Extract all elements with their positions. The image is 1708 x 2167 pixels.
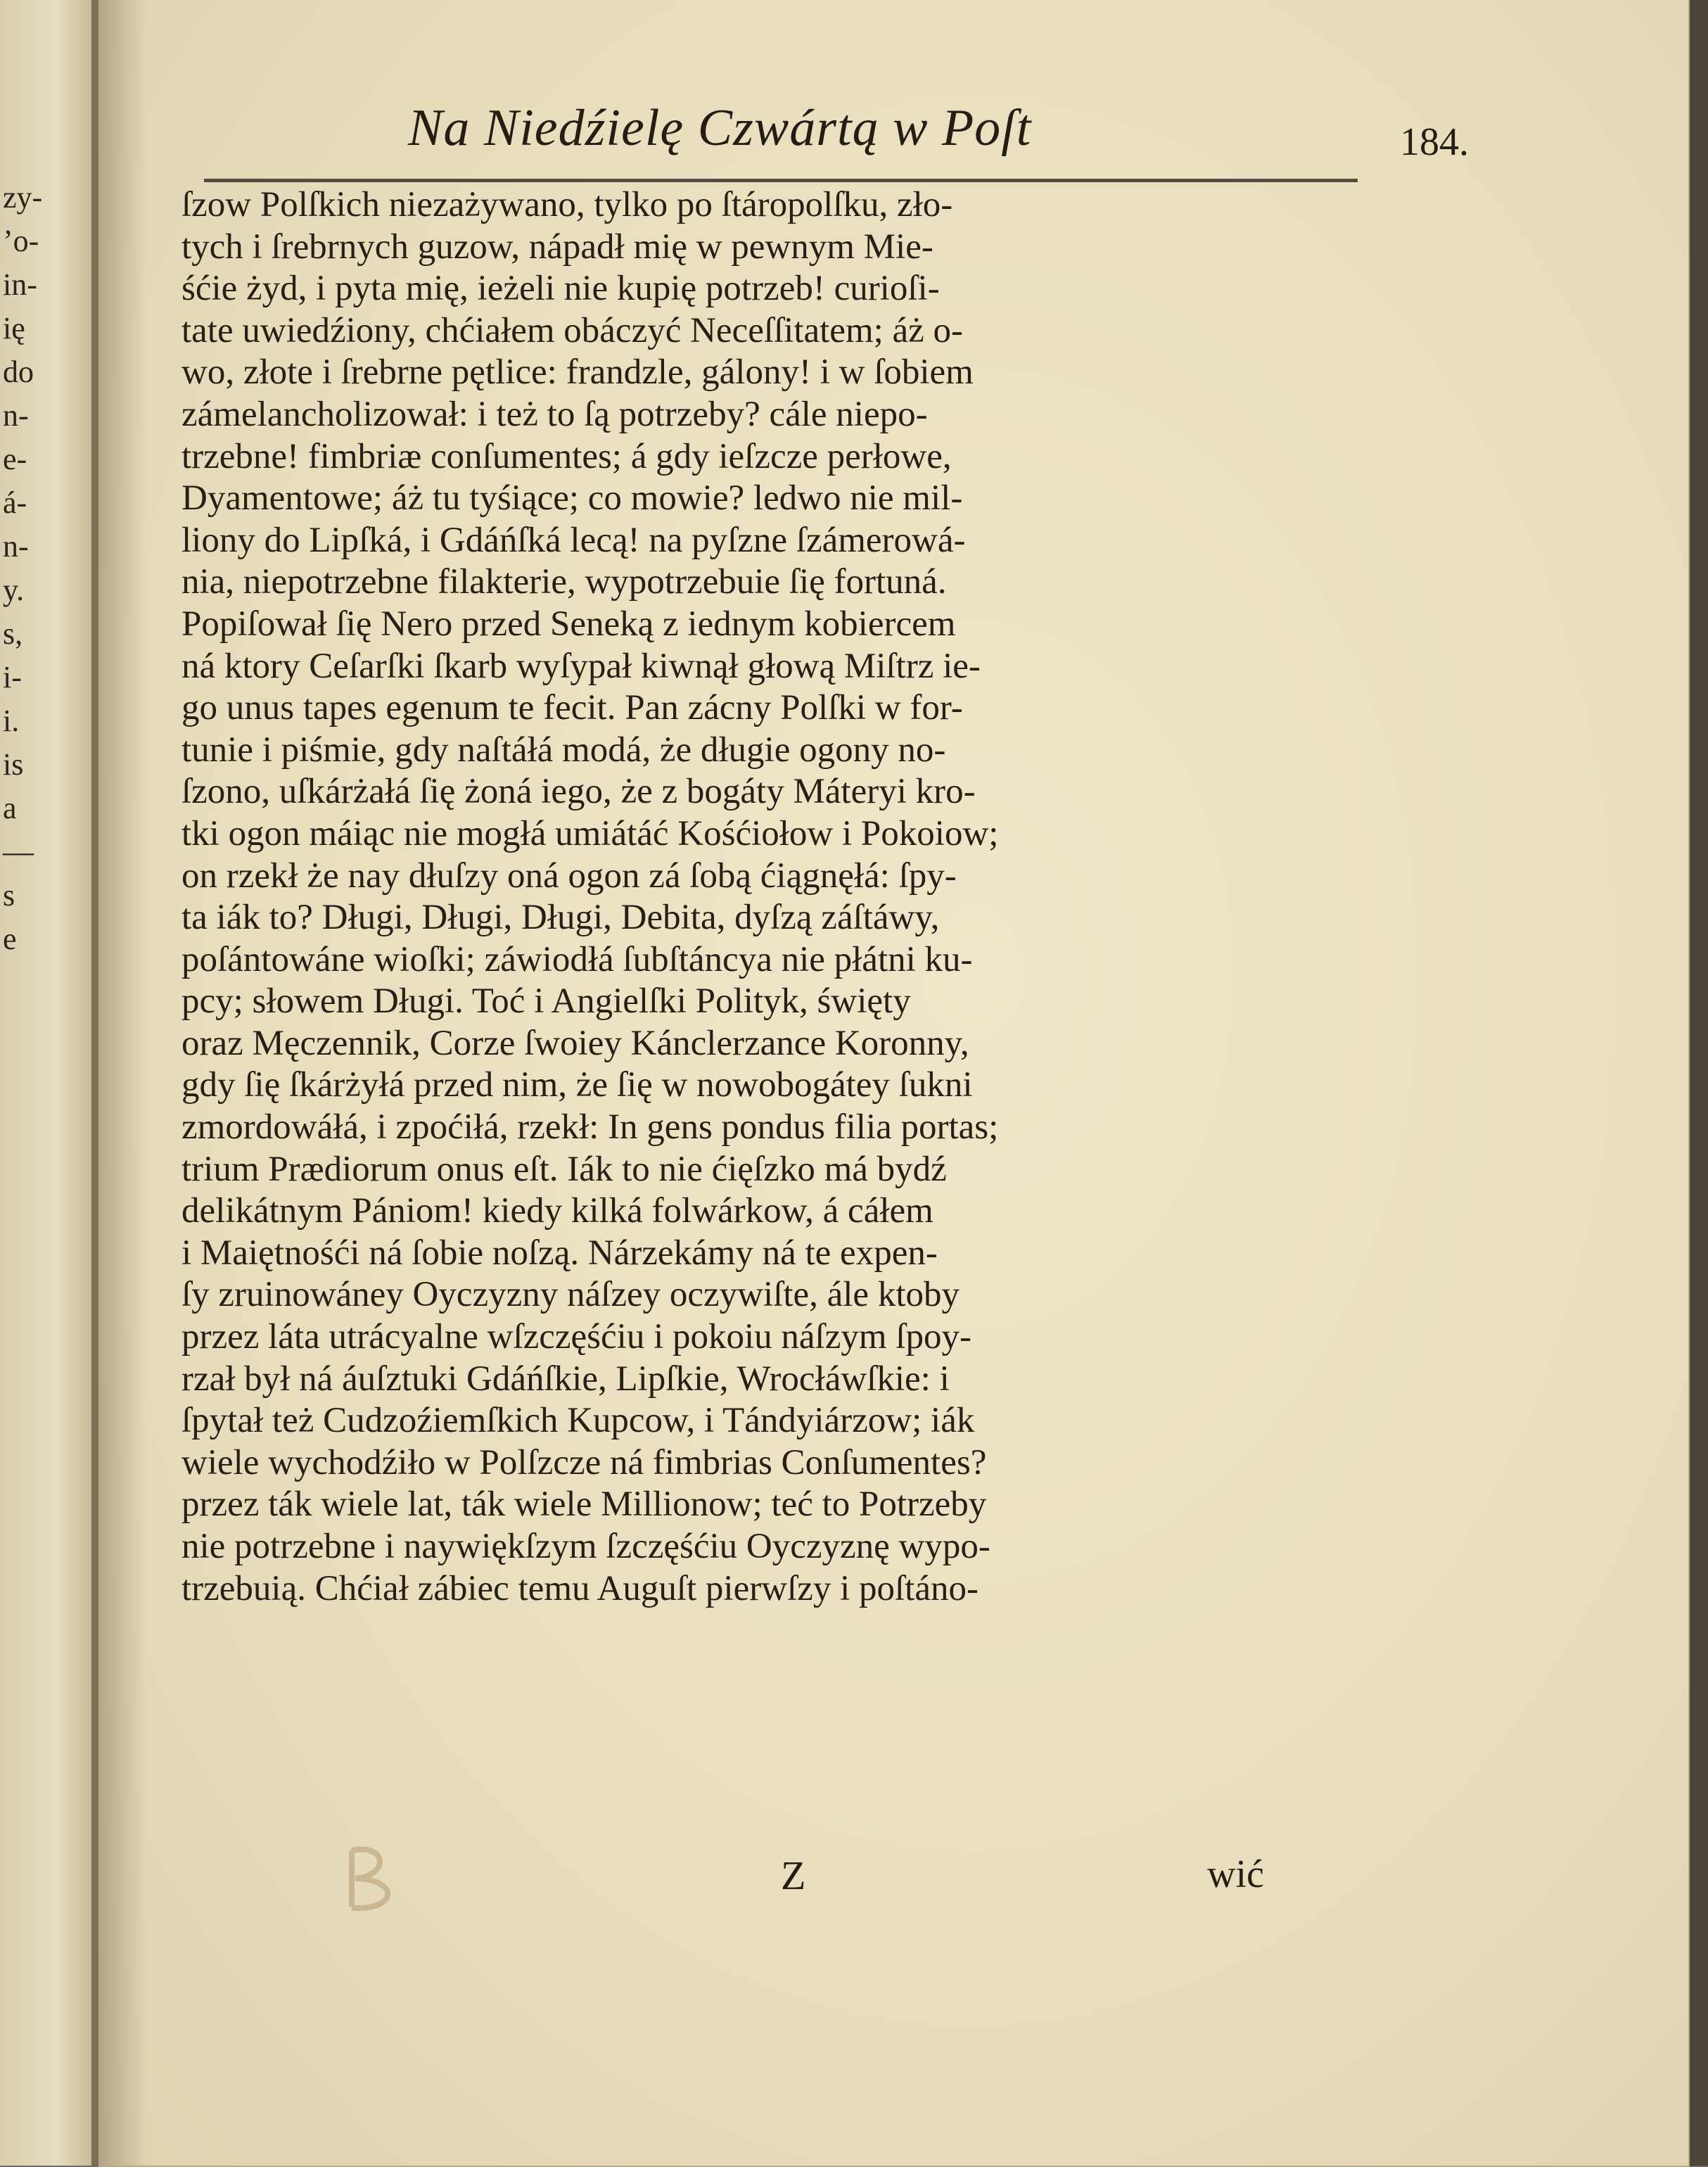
- running-title: Na Niedźielę Czwártą w Poſt: [408, 99, 1032, 157]
- fragment: i.: [3, 704, 20, 738]
- text-line: liony do Lipſká, i Gdáńſká lecą! na pyſzne ſzámerowá-: [181, 520, 966, 560]
- fragment: ʼo-: [3, 224, 39, 258]
- text-line: zámelancholizował: i też to ſą potrzeby? cále niepo-: [181, 394, 928, 434]
- text-line: on rzekł że nay dłuſzy oná ogon zá ſobą ćiągnęłá: ſpy-: [181, 856, 957, 896]
- pencil-mark-icon: [338, 1836, 457, 1921]
- text-line: ſzow Polſkich niezażywano, tylko po ſtáropolſku, zło-: [181, 185, 953, 224]
- text-line: gdy ſię ſkárżyłá przed nim, że ſię w nowobogátey ſukni: [181, 1065, 973, 1105]
- text-line: ſpytał też Cudzoźiemſkich Kupcow, i Tándyiárzow; iák: [181, 1401, 975, 1441]
- text-line: wiele wychodźiło w Polſzcze ná fimbrias Conſumentes?: [181, 1442, 987, 1482]
- text-line: i Maiętnośći ná ſobie noſzą. Nárzekámy ná te expen-: [181, 1233, 938, 1273]
- text-line: trzebuią. Chćiał zábiec temu Auguſt pierwſzy i poſtáno-: [181, 1568, 979, 1608]
- fragment: ię: [3, 311, 25, 345]
- text-line: poſántowáne wioſki; záwiodłá ſubſtáncya nie płátni ku-: [181, 939, 973, 979]
- body-text: [181, 184, 1349, 1610]
- fragment: in-: [3, 267, 37, 302]
- fragment: do: [3, 355, 34, 389]
- fragment: s,: [3, 616, 23, 651]
- text-line: delikátnym Pániom! kiedy kilká folwárkow, á cáłem: [181, 1191, 933, 1231]
- text-line: ta iák to? Długi, Długi, Długi, Debita, dyſzą záſtáwy,: [181, 898, 940, 938]
- text-line: śćie żyd, i pyta mię, ieżeli nie kupię potrzeb! curioſi-: [181, 269, 940, 309]
- fragment: i-: [3, 660, 22, 694]
- text-line: przez ták wiele lat, ták wiele Millionow; teć to Potrzeby: [181, 1485, 987, 1525]
- text-line: nie potrzebne i naywiękſzym ſzczęśćiu Oyczyznę wypo-: [181, 1527, 990, 1566]
- fragment: a: [3, 791, 17, 825]
- facing-page-text-fragments: [3, 176, 101, 961]
- fragment: s: [3, 878, 15, 913]
- text-line: go unus tapes egenum te fecit. Pan zácny Polſki w for-: [181, 688, 963, 728]
- text-line: ſy zruinowáney Oyczyzny náſzey oczywiſte, ále ktoby: [181, 1275, 960, 1315]
- text-line: wo, złote i ſrebrne pętlice: frandzle, gálony! i w ſobiem: [181, 352, 974, 393]
- page-header: [380, 99, 1365, 176]
- fragment: —: [3, 834, 34, 869]
- fragment: á-: [3, 485, 27, 520]
- text-line: trzebne! fimbriæ conſumentes; á gdy ieſzcze perłowe,: [181, 436, 952, 476]
- page-number: 184.: [1400, 120, 1469, 164]
- fragment: n-: [3, 529, 29, 564]
- text-line: ſzono, uſkárżałá ſię żoná iego, że z bogáty Máteryi kro-: [181, 772, 976, 812]
- text-line: Dyamentowe; áż tu tyśiące; co mowie? ledwo nie mil-: [181, 478, 963, 519]
- text-line: tych i ſrebrnych guzow, nápadł mię w pewnym Mie-: [181, 227, 933, 267]
- facing-page-edge: [0, 0, 106, 2166]
- page-shadow: [98, 0, 148, 2166]
- text-line: tki ogon máiąc nie mogłá umiátáć Kośćiołow i Pokoiow;: [181, 813, 999, 853]
- fragment: e-: [3, 442, 27, 476]
- fragment: y.: [3, 573, 25, 607]
- text-line: przez láta utrácyalne wſzczęśćiu i pokoiu náſzym ſpoy-: [181, 1317, 971, 1357]
- text-line: tate uwiedźiony, chćiałem obáczyć Neceſſitatem; áż o-: [181, 310, 964, 350]
- fragment: is: [3, 747, 24, 782]
- fragment: e: [3, 922, 17, 956]
- fragment: n-: [3, 398, 29, 433]
- text-line: oraz Męczennik, Corze ſwoiey Kánclerzance Koronny,: [181, 1023, 969, 1063]
- text-line: pcy; słowem Długi. Toć i Angielſki Polityk, święty: [181, 981, 911, 1022]
- text-line: tunie i piśmie, gdy naſtáłá modá, że długie ogony no-: [181, 730, 946, 770]
- fragment: zy-: [3, 180, 43, 215]
- header-rule: [204, 179, 1358, 182]
- text-line: trium Prædiorum onus eſt. Iák to nie ćięſzko má bydź: [181, 1149, 947, 1189]
- text-line: zmordowáłá, i zpoćiłá, rzekł: In gens pondus filia portas;: [181, 1107, 999, 1148]
- text-line: Popiſował ſię Nero przed Seneką z iednym kobiercem: [181, 604, 956, 644]
- text-line: ná ktory Ceſarſki ſkarb wyſypał kiwnął głową Miſtrz ie-: [181, 646, 981, 686]
- text-line: rzał był ná áuſztuki Gdáńſkie, Lipſkie, Wrocłáwſkie: i: [181, 1359, 950, 1399]
- catchword: wić: [1207, 1853, 1264, 1896]
- signature-mark: Z: [781, 1853, 806, 1898]
- text-line: nia, niepotrzebne filakterie, wypotrzebuie ſię fortuná.: [181, 562, 947, 602]
